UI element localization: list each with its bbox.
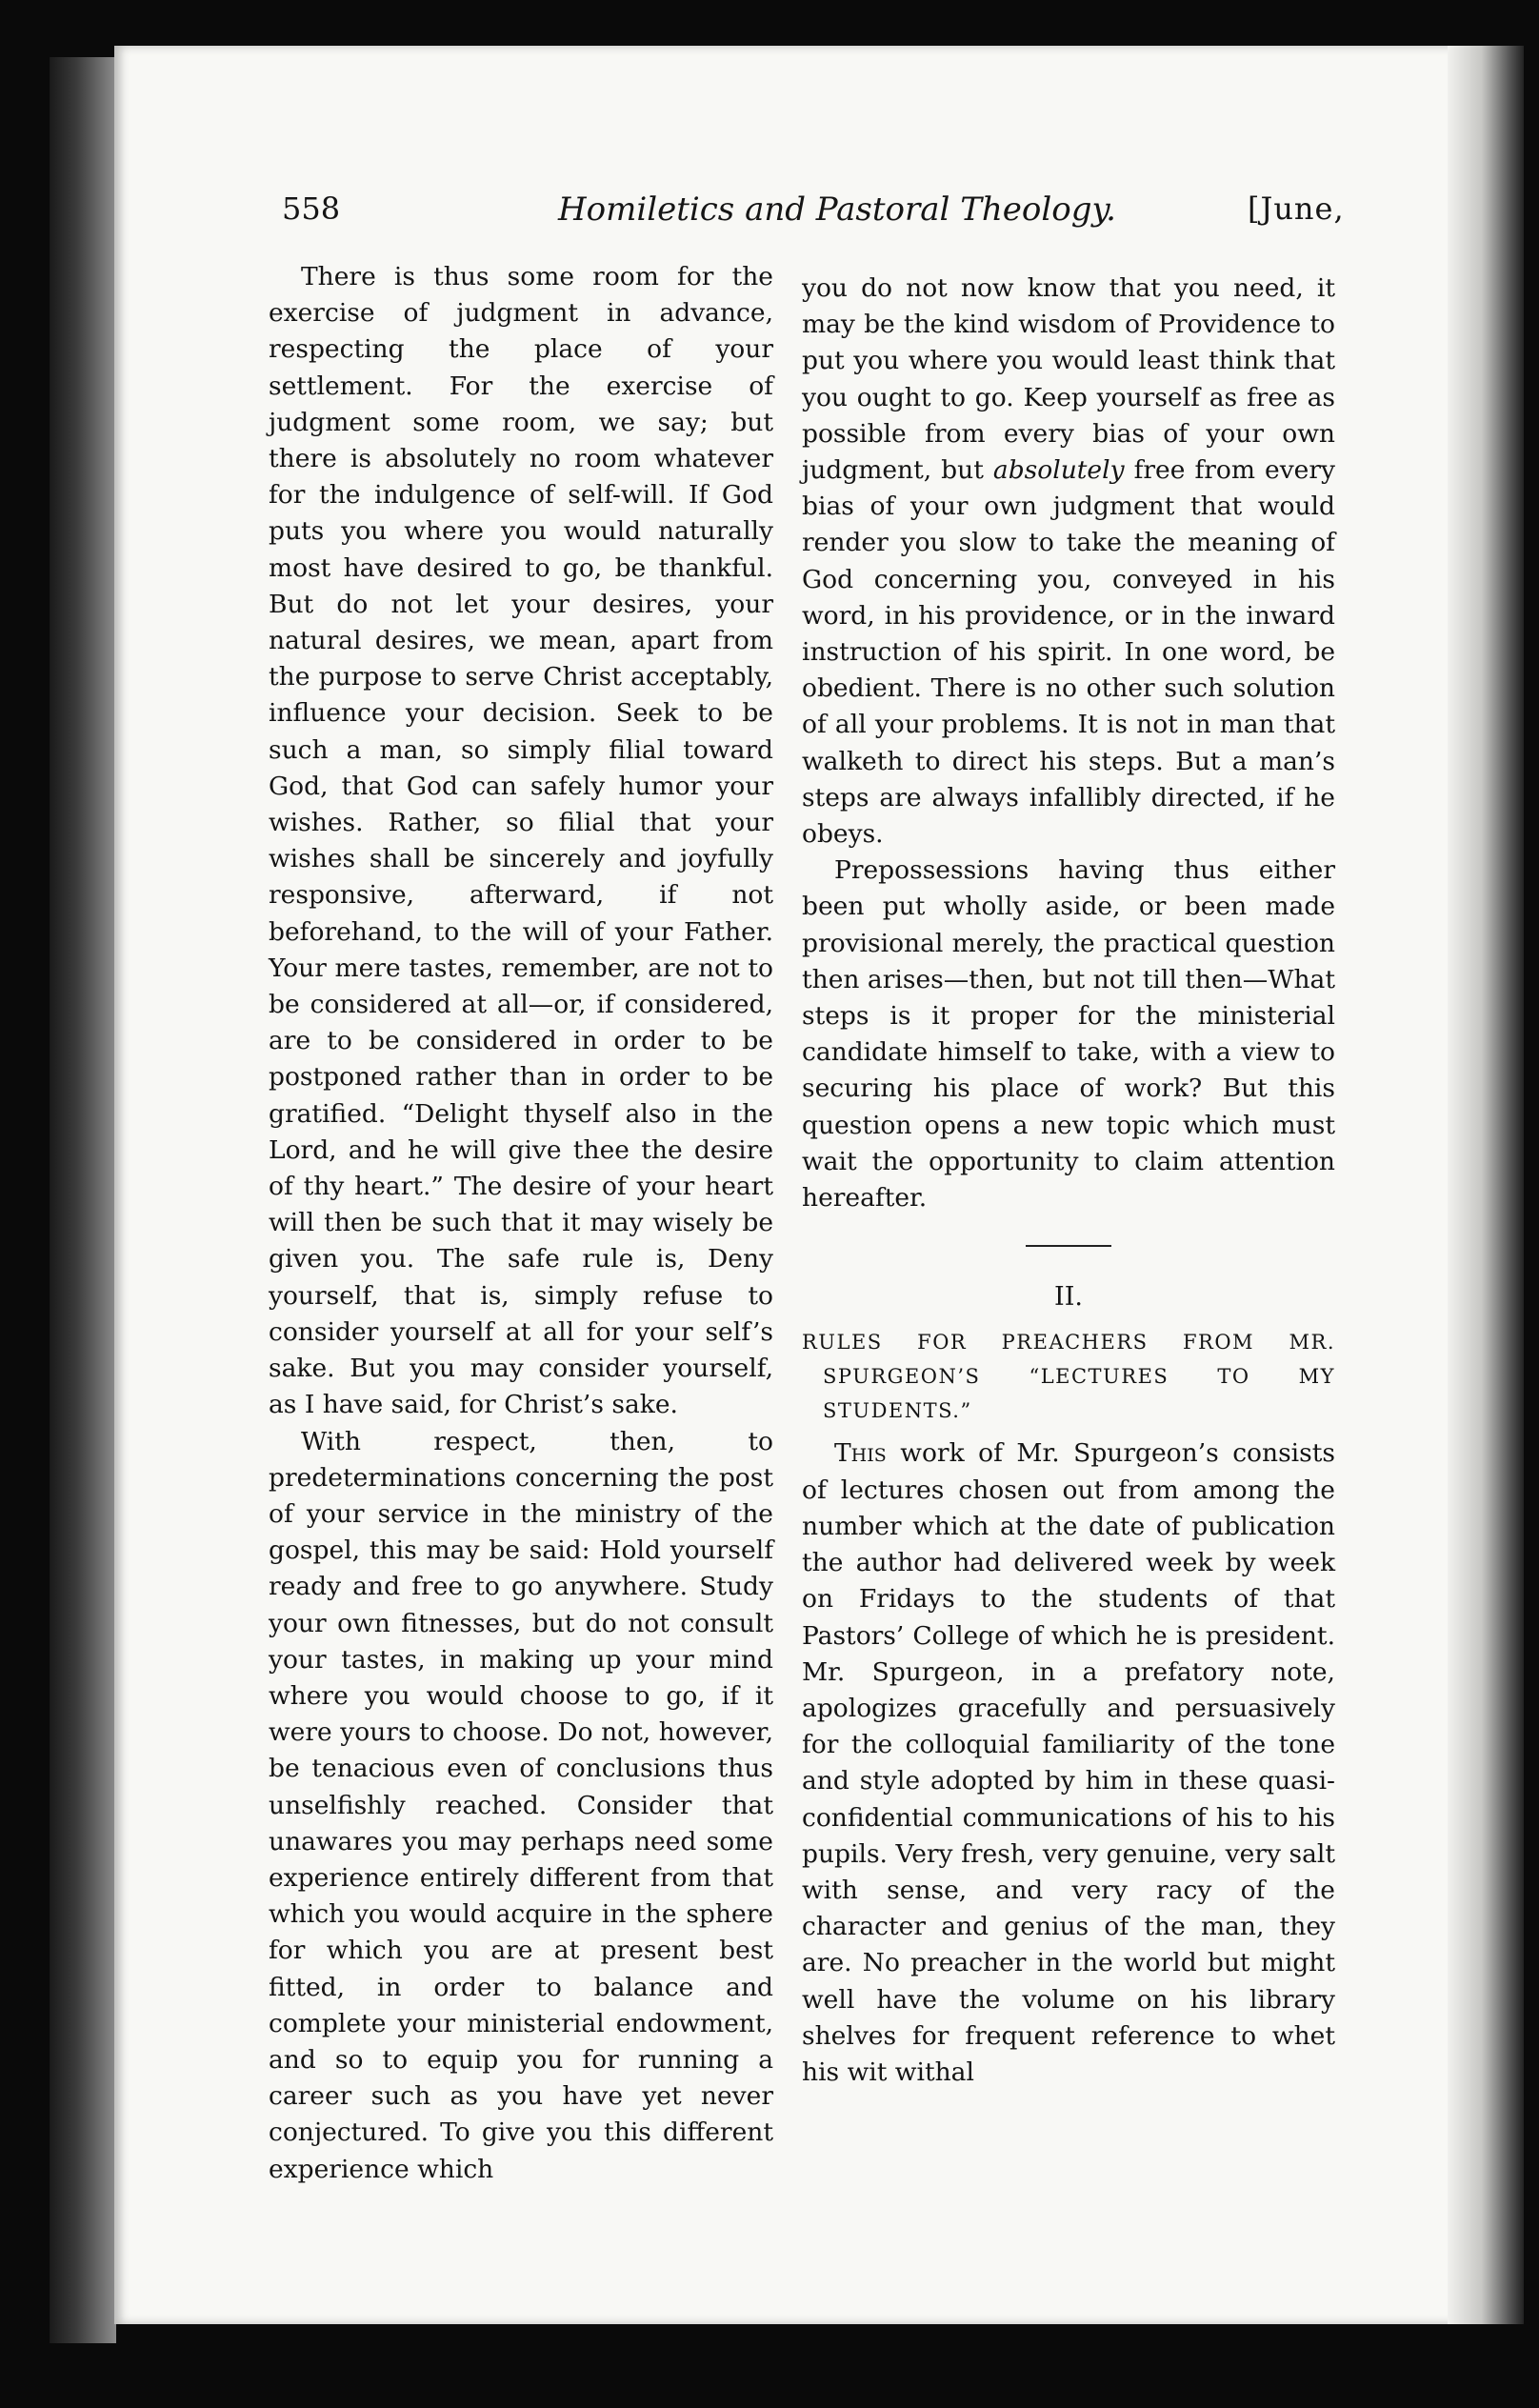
paragraph-providence-text-1: you do not now know that you need, it may be the kind wisdom of Providence to put you where you would least think that you ought to go. Keep yourself as free as possible from every bias of your own judgment, but [802,273,1335,486]
page-number: 558 [282,191,341,227]
paragraph-prepossessions: Prepossessions having thus either been put wholly aside, or been made provisional merely, the practical question then arises—then, but not till then—What steps is it proper for the ministerial candidate himself to take, with a view to securing his place of work? But this question opens a new topic which must wait the opportunity to claim attention hereafter. [802,855,1335,1214]
paragraph-spurgeon-text: work of Mr. Spurgeon’s consists of lectures chosen out from among the number which at the date of publication the author had delivered week by week on Fridays to the students of that Pastors’ College of which he is president. Mr. Spurgeon, in a prefatory note, apologizes gracefully and persuasively for the colloquial familiarity of the tone and style adopted by him in these quasi-confidential communications of his to his pupils. Very fresh, very genuine, very salt with sense, and very racy of the character and genius of the man, they are. No preacher in the world but might well have the volume on his library shelves for frequent reference to whet his wit withal [802,1438,1335,2087]
running-header [282,191,1349,244]
paragraph-providence [802,271,1335,853]
section-divider [1026,1245,1111,1247]
right-column [802,271,1335,2091]
left-column [269,259,773,2188]
section-numeral: II. [1054,1282,1083,1313]
book-spine-shadow [50,57,116,2343]
page-edge-shadow [1448,46,1524,2324]
paragraph-self-will: There is thus some room for the exercise of judgment in advance, respecting the place of your settlement. For the exercise of judgment some room, we say; but there is absolutely no room whatever for the indulgence of self-will. If God puts you where you would naturally most have desired to go, be thankful. But do not let your desires, your natural desires, we mean, apart from the purpose to serve Christ acceptably, influence your decision. Seek to be such a man, so simply filial toward God, that God can safely humor your wishes. Rather, so filial that your wishes shall be sincerely and joyfully responsive, afterward, if not beforehand, to the will of your Father. Your mere tastes, remember, are not to be considered at all—or, if considered, are to be considered in order to be postponed rather than in order to be gratified. “Delight thyself also in the Lord, and he will give thee the desire of thy heart.” The desire of your heart will then be such that it may wisely be given you. The safe rule is, Deny yourself, that is, simply refuse to consider yourself at all for your self’s sake. But you may consider yourself, as I have said, for Christ’s sake. [269,262,773,1420]
section-heading: RULES FOR PREACHERS FROM MR. SPURGEON’S “LECTURES TO MY STUDENTS.” [802,1331,1335,1423]
paragraph-spurgeon [802,1435,1335,2091]
running-date: [June, [1248,191,1345,227]
running-title: Homiletics and Pastoral Theology. [558,191,1116,229]
paragraph-spurgeon-lead: This [834,1438,887,1469]
paragraph-predeterminations: With respect, then, to predeterminations concerning the post of your service in the ministry of the gospel, this may be said: Hold yourself ready and free to go anywhere. Study your own fitnesses, but do not consult your tastes, in making up your mind where you would choose to go, if it were yours to choose. Do not, however, be tenacious even of conclusions thus unselfishly reached. Consider that unawares you may perhaps need some experience entirely different from that which you would acquire in the sphere for which you are at present best fitted, in order to balance and complete your ministerial endowment, and so to equip you for running a career such as you have yet never conjectured. To give you this different experience which [269,1426,773,2184]
emphasis-absolutely: absolutely [992,455,1125,486]
paragraph-providence-text-2: free from every bias of your own judgment that would render you slow to take the meaning of God concerning you, conveyed in his word, in his providence, or in the inward instruction of his spirit. In one word, be obedient. There is no other such solution of all your problems. It is not in man that walketh to direct his steps. But a man’s steps are always infallibly directed, if he obeys. [802,455,1335,850]
